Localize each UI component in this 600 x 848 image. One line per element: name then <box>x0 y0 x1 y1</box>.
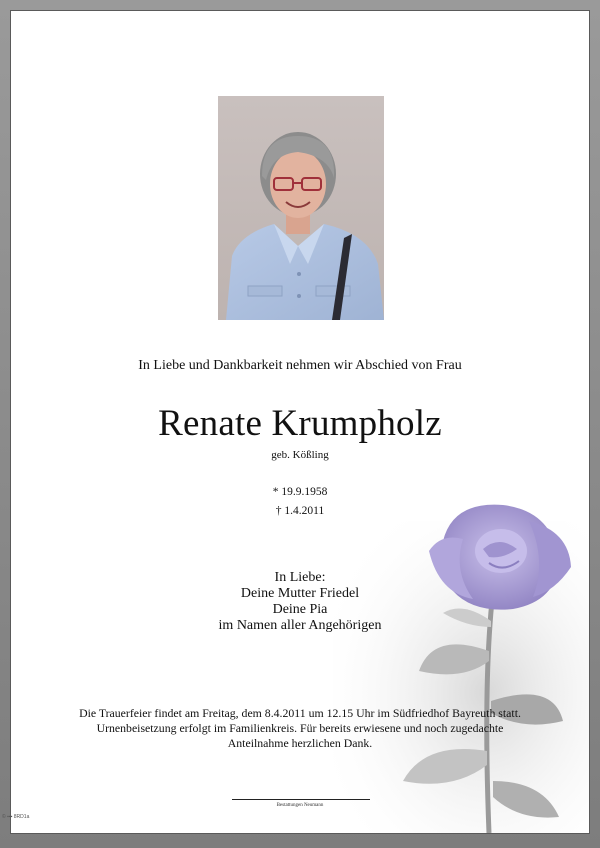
funeral-notice <box>41 706 559 751</box>
mourners-block <box>11 570 589 634</box>
mourners-line: Deine Mutter Friedel <box>240 586 360 601</box>
mourners-line: im Namen aller Angehörigen <box>218 618 382 633</box>
rose-illustration <box>333 481 589 833</box>
signature-line <box>232 799 370 800</box>
funeral-notice-line: Urnenbeisetzung erfolgt im Familienkreis. Für bereits erwiesene und noch zugedachte <box>96 721 504 735</box>
death-date: † 1.4.2011 <box>275 505 325 517</box>
deceased-name: Renate Krumpholz <box>158 403 442 444</box>
copyright-mark: © ▪▪▪ 8RD1a <box>2 814 30 820</box>
intro-text: In Liebe und Dankbarkeit nehmen wir Abschied von Frau <box>138 358 462 373</box>
birth-date: * 19.9.1958 <box>272 486 328 498</box>
funeral-notice-line: Die Trauerfeier findet am Freitag, dem 8.4.2011 um 12.15 Uhr im Südfriedhof Bayreuth statt. <box>79 706 521 720</box>
portrait-photo <box>218 96 384 320</box>
mourners-line: In Liebe: <box>274 570 326 585</box>
funeral-notice-line: Anteilnahme herzlichen Dank. <box>227 736 373 750</box>
mourners-line: Deine Pia <box>272 602 328 617</box>
maiden-name: geb. Kößling <box>271 449 329 461</box>
undertaker-name: Bestattungen Neumann <box>276 803 324 808</box>
obituary-card <box>10 10 590 834</box>
